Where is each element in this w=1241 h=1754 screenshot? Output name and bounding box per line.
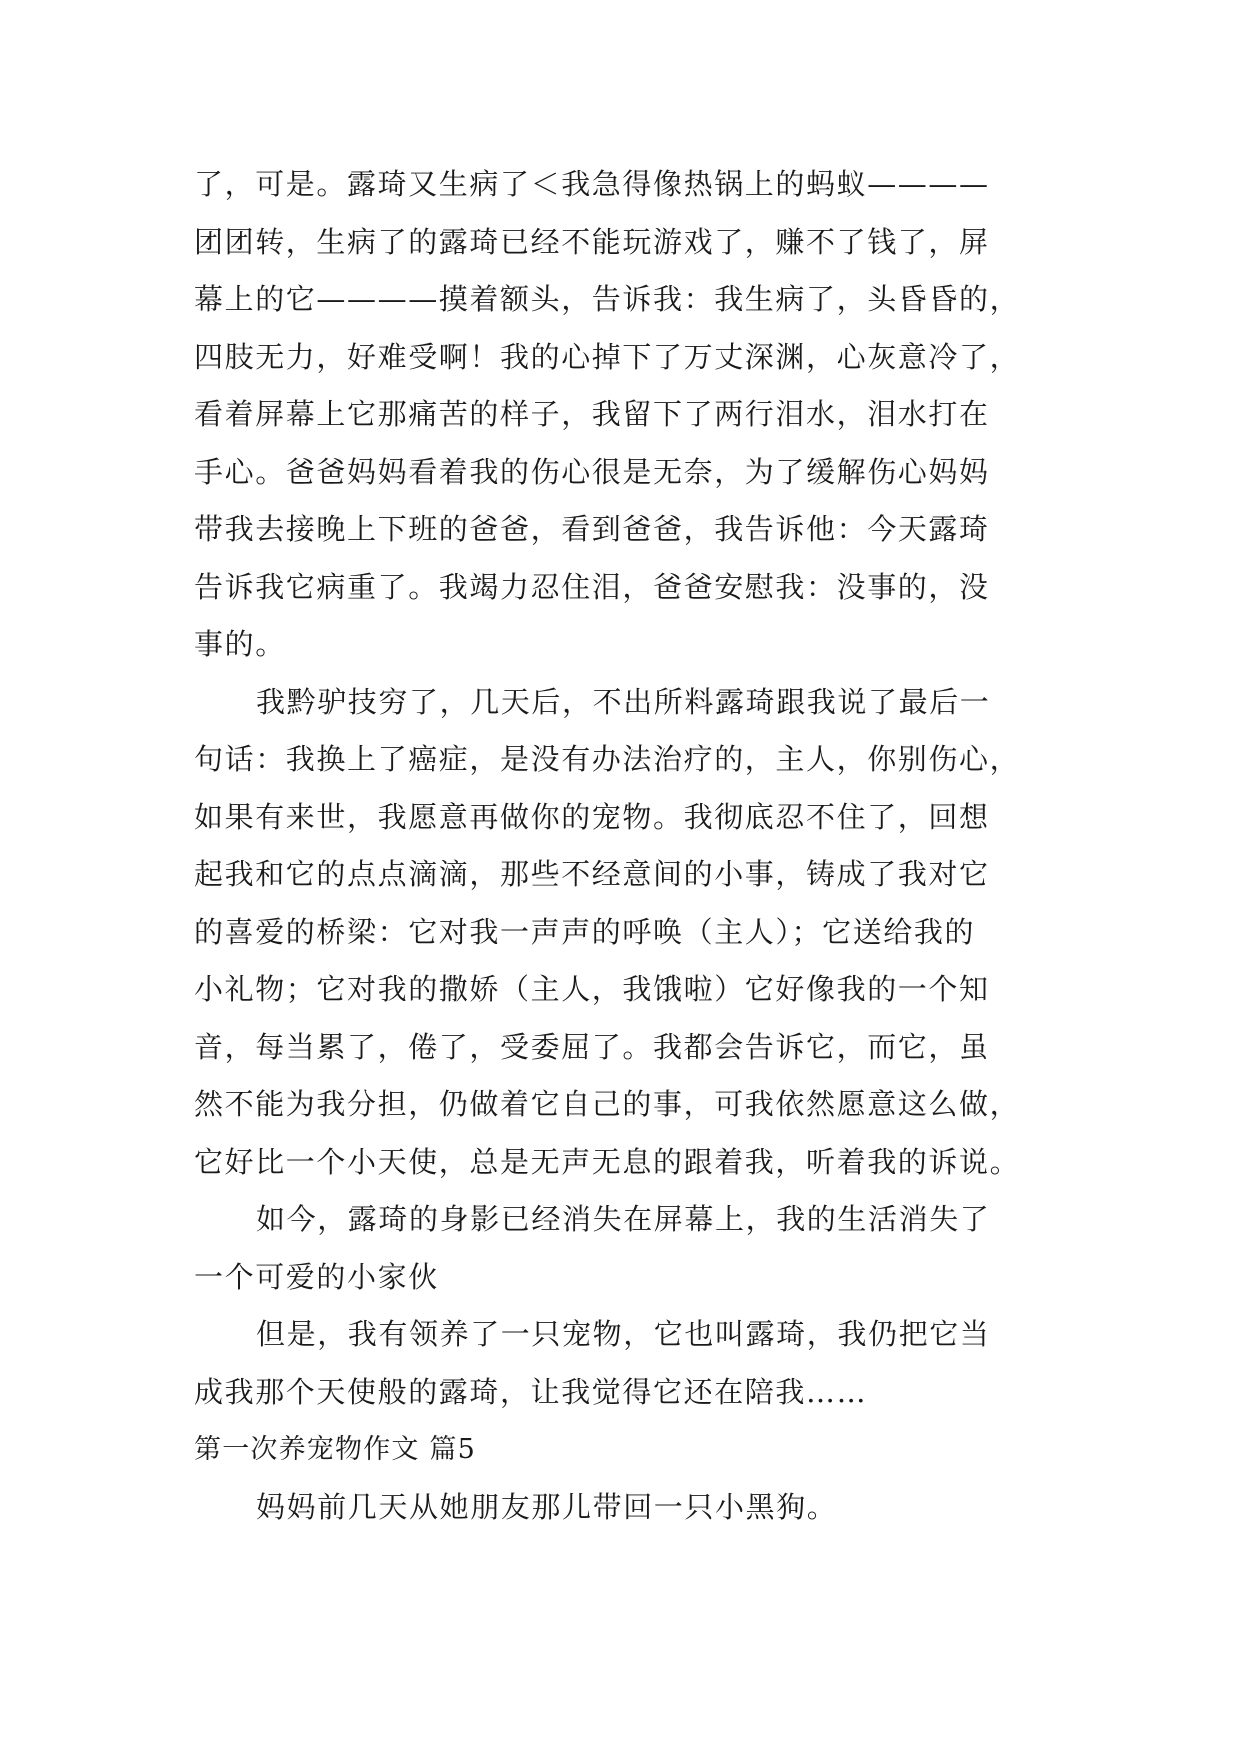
text-line: 幕上的它————摸着额头，告诉我：我生病了，头昏昏的， xyxy=(194,282,1021,316)
text-line: 然不能为我分担，仍做着它自己的事，可我依然愿意这么做， xyxy=(194,1087,1021,1121)
text-line: 我黔驴技穷了，几天后，不出所料露琦跟我说了最后一 xyxy=(256,684,991,719)
text-line: 一个可爱的小家伙 xyxy=(194,1259,439,1294)
paragraph xyxy=(194,674,1056,1192)
text-line: 事的。 xyxy=(194,627,286,661)
text-line: 妈妈前几天从她朋友那儿带回一只小黑狗。 xyxy=(256,1489,838,1524)
text-line: 如今，露琦的身影已经消失在屏幕上，我的生活消失了 xyxy=(256,1202,991,1236)
text-line: 起我和它的点点滴滴，那些不经意间的小事，铸成了我对它 xyxy=(194,857,990,891)
text-line: 了，可是。露琦又生病了＜我急得像热锅上的蚂蚁———— xyxy=(194,167,990,201)
text-line: 看着屏幕上它那痛苦的样子，我留下了两行泪水，泪水打在 xyxy=(194,397,990,431)
paragraph xyxy=(194,156,1056,674)
paragraph xyxy=(194,1306,1056,1421)
text-line: 如果有来世，我愿意再做你的宠物。我彻底忍不住了，回想 xyxy=(194,799,990,834)
text-line: 的喜爱的桥梁：它对我一声声的呼唤（主人）；它送给我的 xyxy=(194,914,976,949)
text-line: 团团转，生病了的露琦已经不能玩游戏了，赚不了钱了，屏 xyxy=(194,224,990,259)
section-title: 第一次养宠物作文 篇5 xyxy=(194,1434,476,1465)
text-line: 手心。爸爸妈妈看着我的伤心很是无奈，为了缓解伤心妈妈 xyxy=(194,454,990,489)
text-line: 但是，我有领养了一只宠物，它也叫露琦，我仍把它当 xyxy=(256,1317,991,1351)
text-line: 成我那个天使般的露琦，让我觉得它还在陪我…… xyxy=(194,1374,868,1409)
text-line: 带我去接晚上下班的爸爸，看到爸爸，我告诉他：今天露琦 xyxy=(194,512,990,546)
paragraph xyxy=(194,1479,1056,1537)
text-line: 四肢无力，好难受啊！我的心掉下了万丈深渊，心灰意冷了， xyxy=(194,339,1021,374)
document-body xyxy=(194,156,1056,1536)
text-line: 句话：我换上了癌症，是没有办法治疗的，主人，你别伤心， xyxy=(194,742,1021,776)
text-line: 小礼物；它对我的撒娇（主人，我饿啦）它好像我的一个知 xyxy=(194,972,990,1006)
text-line: 音，每当累了，倦了，受委屈了。我都会告诉它，而它，虽 xyxy=(194,1029,990,1064)
paragraph xyxy=(194,1191,1056,1306)
text-line: 它好比一个小天使，总是无声无息的跟着我，听着我的诉说。 xyxy=(194,1144,1021,1179)
text-line: 告诉我它病重了。我竭力忍住泪，爸爸安慰我：没事的，没 xyxy=(194,569,990,604)
